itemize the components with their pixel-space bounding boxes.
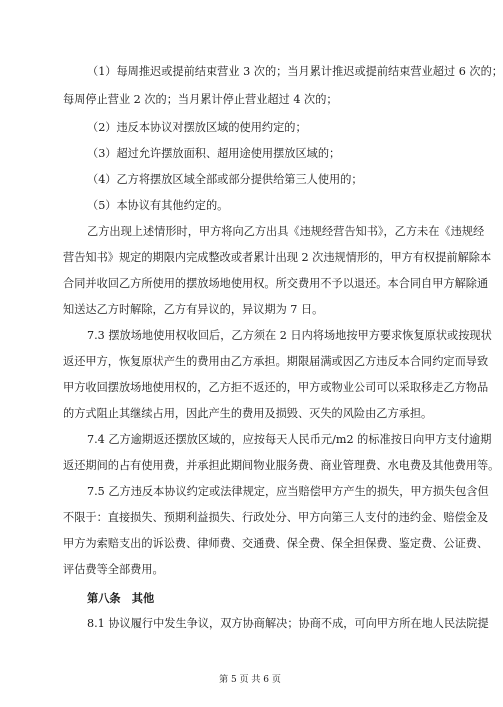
text-line: 7.5 乙方违反本协议约定或法律规定，应当赔偿甲方产生的损失，甲方损失包含但 xyxy=(87,485,489,498)
text-line: 7.4 乙方逾期返还摆放区域的，应按每天人民币元/m2 的标准按日向甲方支付逾期 xyxy=(87,433,492,446)
text-line: 7.3 摆放场地使用权收回后，乙方须在 2 日内将场地按甲方要求恢复原状或按现状 xyxy=(87,329,492,342)
text-line: （5）本协议有其他约定的。 xyxy=(87,199,229,212)
text-line: 不限于：直接损失、预期利益损失、行政处分、甲方向第三人支付的违约金、赔偿金及 xyxy=(63,511,489,524)
page-footer: 第 5 页 共 6 页 xyxy=(219,675,281,685)
text-line: （3）超过允许摆放面积、超用途使用摆放区域的； xyxy=(87,147,341,160)
text-line: 返还甲方，恢复原状产生的费用由乙方承担。期限届满或因乙方违反本合同约定而导致 xyxy=(63,355,489,368)
section-heading: 第八条 其他 xyxy=(87,591,155,605)
text-line: 的方式阻止其继续占用，因此产生的费用及损毁、灭失的风险由乙方承担。 xyxy=(63,407,433,420)
text-line: 返还期间的占有使用费，并承担此期间物业服务费、商业管理费、水电费及其他费用等。 xyxy=(63,459,500,472)
text-line: 每周停止营业 2 次的；当月累计停止营业超过 4 次的； xyxy=(63,93,338,106)
text-line: 8.1 协议履行中发生争议，双方协商解决；协商不成，可向甲方所在地人民法院提 xyxy=(87,617,489,630)
text-line: （4）乙方将摆放区域全部或部分提供给第三人使用的； xyxy=(87,173,363,186)
text-line: 营告知书》规定的期限内完成整改或者累计出现 2 次违规情形的，甲方有权提前解除本 xyxy=(63,251,492,264)
text-line: 甲方收回摆放场地使用权的，乙方拒不返还的，甲方或物业公司可以采取移走乙方物品 xyxy=(63,381,489,394)
text-line: 评估费等全部费用。 xyxy=(63,563,164,576)
text-line: 合同并收回乙方所使用的摆放场地使用权。所交费用不予以退还。本合同自甲方解除通 xyxy=(63,277,489,290)
text-line: 知送达乙方时解除，乙方有异议的，异议期为 7 日。 xyxy=(63,303,324,316)
text-line: （2）违反本协议对摆放区域的使用约定的； xyxy=(87,121,307,134)
text-line: 甲方为索赔支出的诉讼费、律师费、交通费、保全费、保全担保费、鉴定费、公证费、 xyxy=(63,537,489,550)
text-line: （1）每周推迟或提前结束营业 3 次的；当月累计推迟或提前结束营业超过 6 次的； xyxy=(87,65,503,78)
text-line: 乙方出现上述情形时，甲方将向乙方出具《违规经营告知书》，乙方未在《违规经 xyxy=(87,225,485,238)
